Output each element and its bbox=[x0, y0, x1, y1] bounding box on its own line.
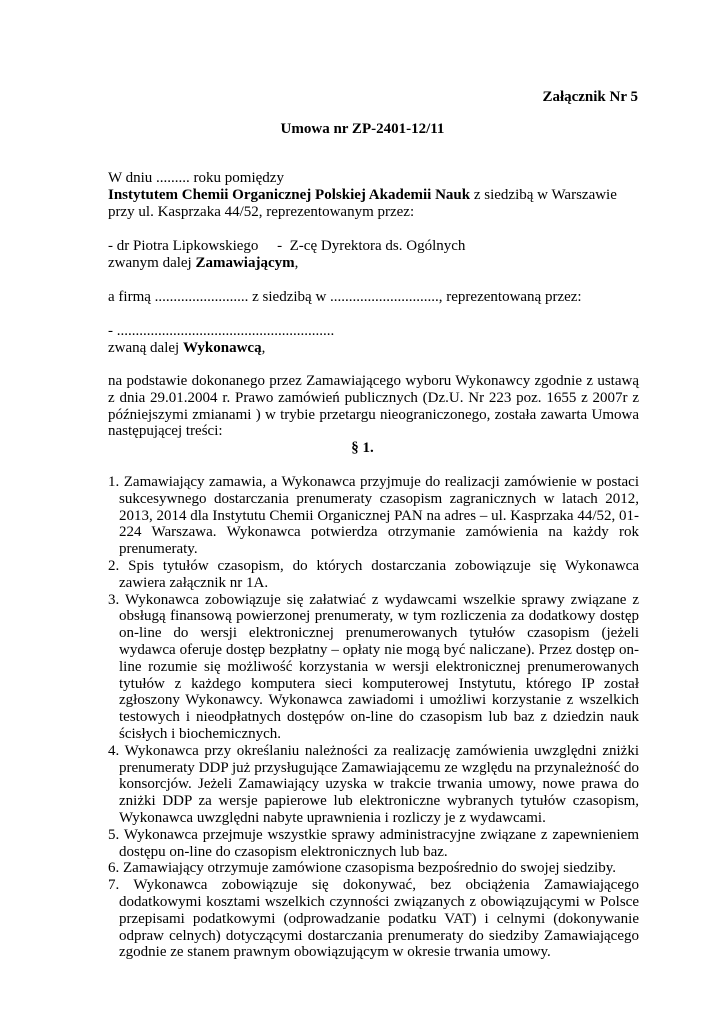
clause-number: 5. bbox=[108, 826, 120, 843]
clause-number: 4. bbox=[108, 742, 120, 759]
clause-item bbox=[108, 877, 639, 961]
clause-text: Spis tytułów czasopism, do których dostarczania zobowiązuje się Wykonawca zawiera załącznik nr 1A. bbox=[119, 557, 639, 591]
contractor-suffix: , bbox=[261, 339, 266, 356]
basis-paragraph: na podstawie dokonanego przez Zamawiającego wyboru Wykonawcy zgodnie z ustawą z dnia 29.01.2004 r. Prawo zamówień publicznych (Dz.U. Nr 223 poz. 1655 z 2007r z późniejszymi zmianami ) w trybie przetargu nieograniczonego, została zawarta Umowa następującej treści: bbox=[108, 373, 639, 440]
clause-item bbox=[108, 558, 639, 592]
ordering-party-suffix: , bbox=[294, 254, 299, 271]
institute-paragraph bbox=[108, 187, 639, 221]
contract-clauses-list bbox=[108, 474, 639, 961]
clause-number: 6. bbox=[108, 860, 120, 877]
clause-text: Wykonawca zobowiązuje się dokonywać, bez obciążenia Zamawiającego dodatkowymi kosztami wszelkich czynności związanych z obowiązującymi w Polsce przepisami podatkowymi (odprowadzanie podatku VAT) i celnymi (dokonywanie odpraw celnych) dotyczącymi dostarczania prenumeraty do siedziby Zamawiającego zgodnie ze stanem prawnym obowiązującym w okresie trwania umowy. bbox=[119, 877, 639, 961]
clause-text: Zamawiający zamawia, a Wykonawca przyjmuje do realizacji zamówienie w postaci sukcesywnego dostarczania prenumeraty czasopism zagranicznych w latach 2012, 2013, 2014 dla Instytutu Chemii Organicznej PAN na adres – ul. Kasprzaka 44/52, 01-224 Warszawa. Wykonawca potwierdza otrzymanie zamówienia na każdy rok prenumeraty. bbox=[119, 474, 640, 558]
section-heading: § 1. bbox=[351, 440, 374, 456]
contractor-name: Wykonawcą bbox=[182, 339, 262, 356]
clause-number: 2. bbox=[108, 557, 120, 574]
contract-title: Umowa nr ZP-2401-12/11 bbox=[280, 121, 445, 137]
ordering-party-line bbox=[108, 255, 639, 272]
clause-item bbox=[108, 474, 639, 558]
representative-line: - dr Piotra Lipkowskiego - Z-cę Dyrektora ds. Ogólnych bbox=[108, 238, 466, 254]
contractor-block bbox=[108, 323, 639, 357]
ordering-party-name: Zamawiającym bbox=[195, 254, 295, 271]
institute-name: Instytutem Chemii Organicznej Polskiej Akademii Nauk bbox=[108, 186, 471, 203]
clause-text: Wykonawca zobowiązuje się załatwiać z wydawcami wszelkie sprawy związane z obsługą finansową powierzonej prenumeraty, w tym rozliczenia za dodatkowy dostęp on-line do wersji elektronicznej prenumerowanych tytułów czasopism (jeżeli wydawca oferuje dostęp bezpłatny – opłaty nie mogą być naliczane). Przez dostęp on-line rozumie się możliwość korzystania w wersji elektronicznej prenumerowanych tytułów z każdego komputera sieci komputerowej Instytutu, którego IP został zgłoszony Wykonawcy. Wykonawca zawiadomi i umożliwi korzystanie z wszelkich testowych i nieodpłatnych dostępów on-line do czasopism lub baz z dziedzin nauk ścisłych i biochemicznych. bbox=[119, 591, 639, 742]
contractor-dash-line: - .......................................................... bbox=[108, 323, 335, 339]
clause-item bbox=[108, 827, 639, 861]
clause-item bbox=[108, 860, 639, 877]
clause-text: Wykonawca przejmuje wszystkie sprawy administracyjne związane z zapewnieniem dostępu on-line do czasopism elektronicznych lub baz. bbox=[119, 826, 639, 860]
contractor-line bbox=[108, 340, 639, 357]
clause-item bbox=[108, 743, 639, 827]
representative-block bbox=[108, 238, 639, 272]
date-line: W dniu ......... roku pomiędzy bbox=[108, 170, 284, 186]
clause-text: Wykonawca przy określaniu należności za realizację zamówienia uwzględni zniżki prenumeraty DDP już przysługujące Zamawiającemu ze względu na przynależność do konsorcjów. Jeżeli Zamawiający uzyska w trakcie trwania umowy, nowe prawa do zniżki DDP za wersje papierowe lub elektroniczne wybranych tytułów czasopism, Wykonawca uwzględni nabyte uprawnienia i rozliczy je z wydawcami. bbox=[119, 742, 639, 826]
clause-text: Zamawiający otrzymuje zamówione czasopisma bezpośrednio do swojej siedziby. bbox=[123, 860, 617, 877]
clause-item bbox=[108, 592, 639, 743]
institute-details: z siedzibą w Warszawie przy ul. Kasprzaka 44/52, reprezentowanym przez: bbox=[108, 186, 617, 220]
ordering-party-prefix: zwanym dalej bbox=[108, 254, 196, 271]
clause-number: 1. bbox=[108, 474, 120, 490]
clause-number: 7. bbox=[108, 877, 120, 894]
clause-number: 3. bbox=[108, 591, 120, 608]
attachment-label: Załącznik Nr 5 bbox=[542, 89, 638, 105]
firm-line: a firmą ......................... z siedzibą w ............................., reprezentowaną przez: bbox=[108, 289, 582, 305]
parties-intro bbox=[108, 170, 639, 220]
contractor-prefix: zwaną dalej bbox=[108, 339, 183, 356]
